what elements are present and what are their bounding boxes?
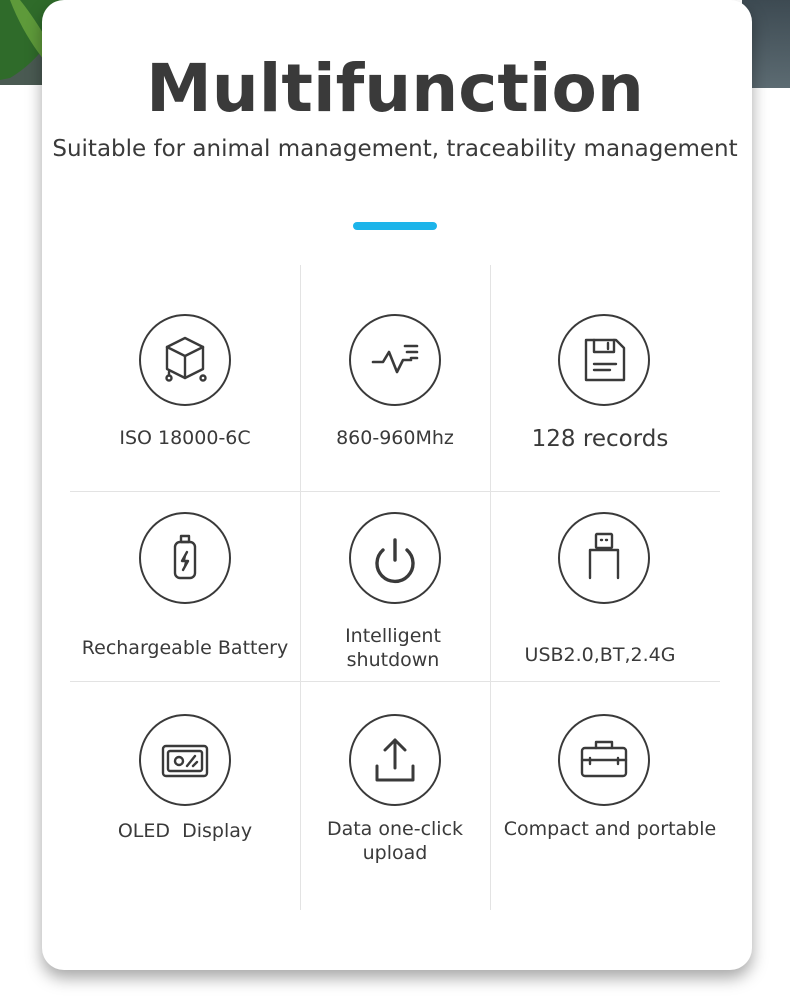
feature-label: Data one-click upload (326, 818, 464, 864)
feature-label: Compact and portable (503, 818, 717, 840)
grid-divider-vertical (490, 265, 491, 910)
usb-icon (558, 512, 650, 604)
page-subtitle: Suitable for animal management, traceability management (52, 136, 738, 162)
feature-label: Rechargeable Battery (81, 637, 289, 659)
display-icon (139, 714, 231, 806)
floppy-disk-icon (558, 314, 650, 406)
feature-label: 128 records (531, 426, 669, 452)
pulse-icon (349, 314, 441, 406)
feature-label: ISO 18000-6C (119, 427, 251, 449)
accent-divider (353, 222, 437, 230)
toolbox-icon (558, 714, 650, 806)
upload-icon (349, 714, 441, 806)
grid-divider-horizontal (70, 681, 720, 682)
battery-icon (139, 512, 231, 604)
feature-label: OLED Display (117, 820, 253, 842)
feature-label: 860-960Mhz (336, 427, 454, 449)
cube-icon (139, 314, 231, 406)
page-title: Multifunction (146, 50, 644, 127)
feature-label: Intelligent shutdown (345, 625, 441, 671)
grid-divider-vertical (300, 265, 301, 910)
power-icon (349, 512, 441, 604)
feature-label: USB2.0,BT,2.4G (524, 644, 676, 666)
grid-divider-horizontal (70, 491, 720, 492)
